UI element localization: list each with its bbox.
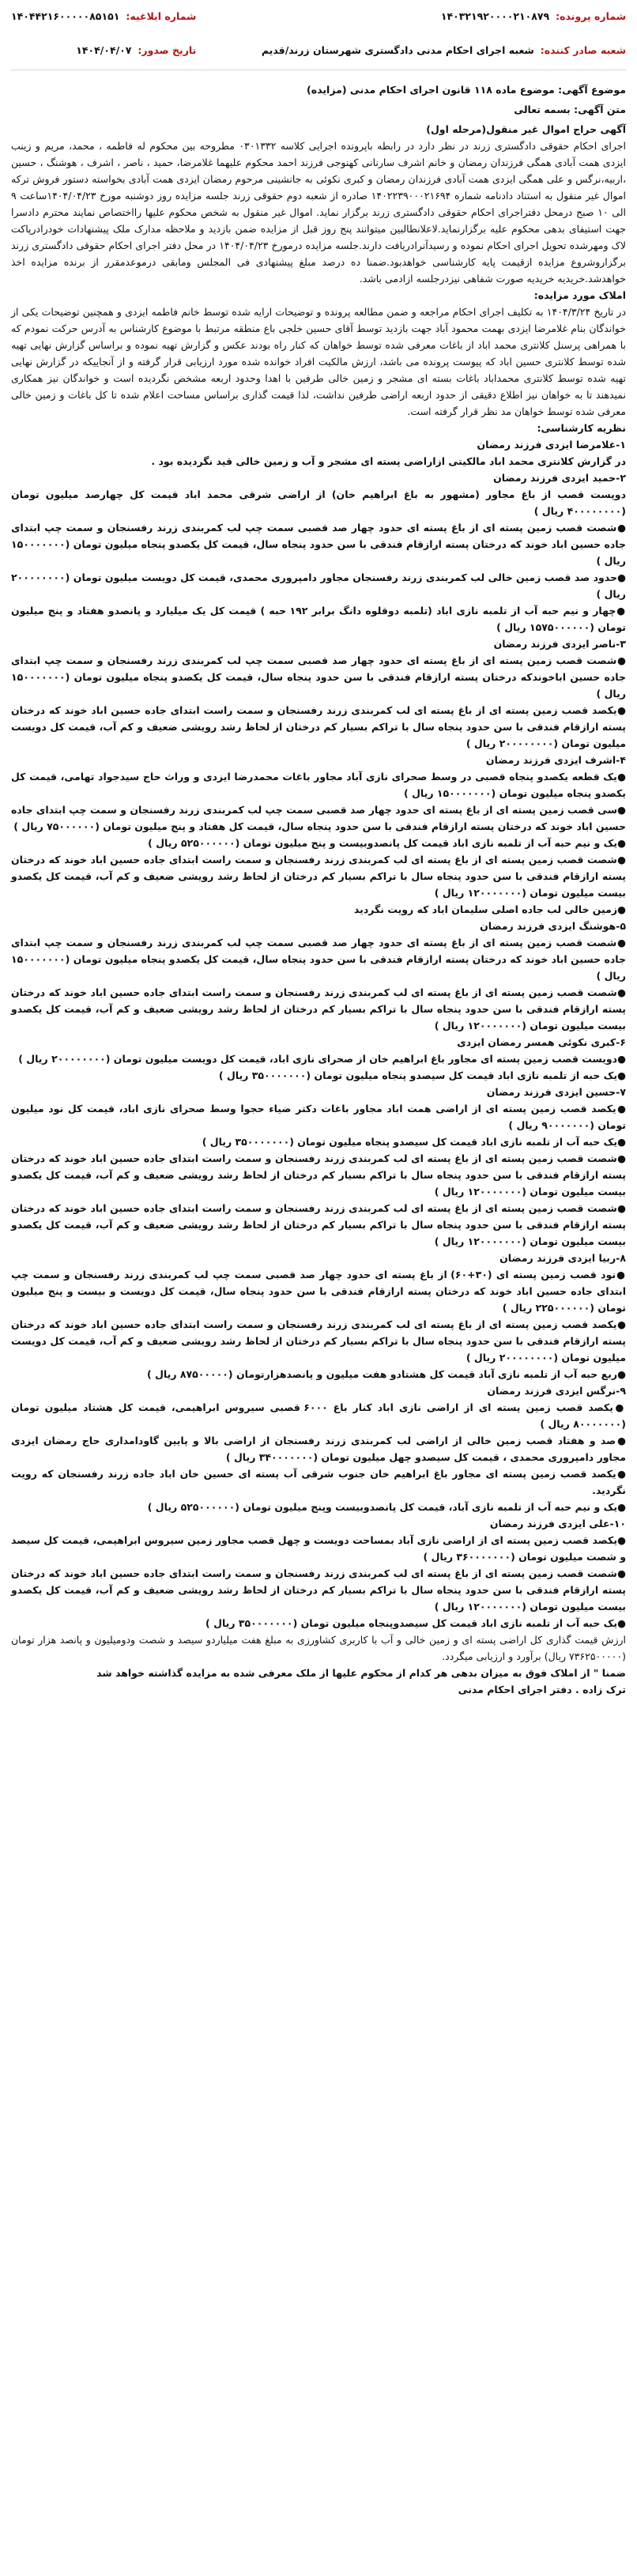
section-heading: ۲-حمید ایزدی فرزند رمضان — [493, 472, 626, 484]
file-number-label: شماره پرونده: — [556, 10, 626, 22]
notice-opening: بسمه تعالی — [514, 104, 571, 115]
subject-line — [11, 81, 626, 98]
case-number-value: ۱۴۰۴۴۲۱۶۰۰۰۰۰۸۵۱۵۱ — [11, 10, 120, 22]
section-item: ●شصت قصب زمین پسته ای از باغ پسته ای لب کمربندی زرند رفسنجان و سمت راست ابتدای جاده حسین اباد خوند که درختان پسته ارازقام فندقی با سن حدود پنجاه سال با تراکم بسیار کم درختان از لحاظ رشد رویشی ضعیف و کم آب، قیمت کل یکصدو بیست میلیون تومان (۱۲۰۰۰۰۰۰۰ ریال ) — [11, 1567, 626, 1612]
section-item: ●یک حبه آب از تلمبه نازی اباد قیمت کل سیصدوپنجاه میلیون تومان (۳۵۰۰۰۰۰۰۰ ریال ) — [205, 1617, 626, 1629]
notice-text-line — [11, 101, 626, 118]
case-number-label: شماره ابلاغیه: — [126, 10, 197, 22]
section-heading: ۱۰-علی ایزدی فرزند رمضان — [489, 1518, 626, 1529]
notice-paragraph-2: در تاریخ ۱۴۰۴/۳/۲۴ به تکلیف اجرای احکام مراجعه و ضمن مطالعه پرونده و توضیحات ارایه شده توسط خانم فاطمه ایزدی و همچنین توضیحات یکی از خواندگان بنام غلامرضا ایزدی بهمت محمود آباد جهت بازدید توسط آقای حسین خلجی باع منطقه مرتبط با موضوع کارشناس به آدرس حرکت نمودم که با همراهی پرسنل کلانتری محمد اباد از باغات معرفی شده توسط خواهان که کنار راه بودند عکس و گزارش تهیه نموده و براساس گزارش نهایی تهیه شده توسط کلانتری حسین اباد که پیوست پرونده می باشد، ارزش مالکیت افراد خوانده شده مورد ارزیابی قرار گرفته و از آنجاییکه در گزارش نهایی تهیه شده توسط کلانتری محمداباد باغات بسته ای مشجر و زمین خالی طرفین با اهدا وحدود اربعه مشخص نگردیده است و خواندگان نیز همکاری نمیدهند تا به خواهان نیز اطلاع دقیقی از حدود اربعه اراضی طرفین نداشت، لذا قیمت گذاری براساس مساحت اعلام شده تا کل باغات و زمین خالی معرفی شده توسط خواهان مد نظر قرار گرفته است. — [11, 306, 627, 417]
section-heading: ۳-ناصر ایزدی فرزند رمضان — [493, 638, 626, 650]
section-item: ●شصت قصب زمین پسته ای از باغ پسته ای لب کمربندی زرند رفسنجان و سمت راست ابتدای جاده حسین اباد خوند که درختان پسته ارازقام فندقی با سن حدود پنجاه سال با تراکم بسیار کم درختان از لحاظ رشد رویشی ضعیف و کم آب، قیمت کل یکصدو بیست میلیون تومان (۱۲۰۰۰۰۰۰۰ ریال ) — [11, 986, 626, 1032]
property-description-heading: املاک مورد مزایده: — [533, 289, 626, 301]
section-item: در گزارش کلانتری محمد اباد مالکیتی ازاراضی پسته ای مشجر و آب و زمین خالی قید نگردیده بود . — [151, 455, 626, 467]
signature-line: ترک زاده . دفتر اجرای احکام مدنی — [458, 1684, 626, 1695]
subject-text: موضوع ماده ۱۱۸ قانون اجرای احکام مدنی (مزایده) — [307, 84, 555, 96]
section-heading: ۷-حسین ایزدی فرزند رمضان — [486, 1086, 626, 1098]
section-heading: ۱-غلامرضا ایزدی فرزند رمضان — [477, 439, 626, 451]
section-item: ●دویست قصب زمین پسته ای مجاور باغ ابراهیم خان از صحرای نازی اباد، قیمت کل دویست میلیون تومان (۲۰۰۰۰۰۰۰۰ ریال ) — [18, 1053, 626, 1065]
section-item: ●سی قصب زمین پسته ای از باغ پسته ای حدود چهار صد قصبی سمت چپ لب کمربندی زرند رفسنجان و سمت چپ ابتدای جاده حسین اباد خوند که درختان پسته ارازقام فندقی با سن حدود پنجاه سال، قیمت کل هفتاد و پنج میلیون تومان (۷۵۰۰۰۰۰۰ ریال ) — [11, 804, 626, 832]
sender-date-row — [262, 42, 626, 58]
section-item: ●یک قطعه یکصدو پنجاه قصبی در وسط صحرای نازی آباد مجاور باغات محمدرضا ایزدی و وراث حاج سیدجواد تهامی، قیمت کل یکصدو پنجاه میلیون تومان (۱۵۰۰۰۰۰۰۰ ریال ) — [11, 771, 626, 799]
notice-title: آگهی حراج اموال غیر منقول(مرحله اول) — [426, 123, 626, 135]
section-heading: ۹-نرگس ایزدی فرزند رمضان — [487, 1385, 626, 1397]
notice-body — [11, 121, 626, 1698]
section-item: ●حدود صد قصب زمین خالی لب کمربندی زرند رفسنجان مجاور دامپروری محمدی، قیمت کل دویست میلیون تومان (۲۰۰۰۰۰۰۰۰ ریال ) — [11, 571, 626, 600]
sender-date-value: شعبه اجرای احکام مدنی دادگستری شهرستان زرند/قدیم — [261, 44, 534, 56]
section-item: ●یک حبه از تلمبه نازی اباد قیمت کل سیصدو پنجاه میلیون تومان (۳۵۰۰۰۰۰۰۰ ریال ) — [218, 1069, 626, 1081]
section-item: ●یکصد قصب زمین پسته ای مجاور باغ ابراهیم خان جنوب شرقی آب پسته ای حسین خان اباد جاده زرند رفسنجان که رویت نگردید. — [11, 1468, 626, 1496]
section-item: ●نود قصب زمین پسته ای (۳۰+۶۰) از باغ پسته ای حدود چهار صد قصبی سمت چپ لب کمربندی زرند رفسنجان و سمت چپ ابتدای جاده حسین اباد خوند که درختان پسته ارازقام فندقی با سن حدود پنجاه سال، قیمت کل دویست و بیست و پنج میلیون تومان (۲۲۵۰۰۰۰۰۰ ریال ) — [11, 1269, 627, 1314]
section-item: ●شصت قصب زمین پسته ای از باغ پسته ای لب کمربندی زرند رفسنجان و سمت راست ابتدای جاده حسین اباد خوند که درختان پسته ارازقام فندقی با سن حدود پنجاه سال با تراکم بسیار کم درختان از لحاظ رشد رویشی ضعیف و کم آب، قیمت کل یکصدو بیست میلیون تومان (۱۲۰۰۰۰۰۰۰ ریال ) — [11, 1152, 626, 1197]
case-number-row — [11, 8, 196, 25]
section-item: ●یکصد قصب زمین پسته ای از اراضی همت اباد مجاور باغات دکتر ضیاء حجوا وسط صحرای نازی اباد، قیمت کل نود میلیون تومان (۹۰۰۰۰۰۰۰ ریال ) — [11, 1103, 626, 1131]
issuing-branch-label: تاریخ صدور: — [138, 44, 197, 56]
section-item: ●یکصد قصب زمین پسته ای از باغ پسته ای لب کمربندی زرند رفسنجان و سمت راست ابتدای جاده حسین اباد خوند که درختان پسته ارازقام فندقی با سن حدود پنجاه سال با تراکم بسیار کم درختان از لحاظ رشد رویشی ضعیف و کم آب، قیمت کل دویست میلیون تومان (۲۰۰۰۰۰۰۰۰ ریال ) — [11, 1318, 626, 1363]
section-item: ●یک و نیم حبه آب از تلمبه نازی اباد قیمت کل پانصدوبیست و پنج میلیون تومان (۵۲۵۰۰۰۰۰۰ ریال ) — [148, 837, 626, 849]
section-heading: ۵-هوشنگ ایزدی فرزند رمضان — [480, 920, 626, 932]
notice-paragraph-1: اجرای احکام حقوقی دادگستری زرند در نظر دارد در رابطه باپرونده اجرایی کلاسه ۰۳۰۱۳۳۲ مطروحه بین محکوم له فاطمه ، محمد، مریم و زینب ایزدی همت آبادی همگی فرزندان رمضان و خانم اشرف سارنانی کهنوجی فرزند احمد محکوم علیهما غلامرضا، حمید ، ناصر ، اشرف ، هوشنگ ، حسین ،اربیه،نرگس و علی همگی ایزدی همت آبادی فرزندان رمضان و کبری نکوئی به جانشینی مرحوم رمضان ایزدی همت آبادی بخواسته دستور فروش ترکه اموال غیر منقول به استناد دادنامه شماره ۱۴۰۲۲۳۹۰۰۰۲۱۶۹۴ صادره از شعبه دوم حقوقی زرند جلسه مزایده روز دوشنبه مورخ ۱۴۰۴/۰۴/۲۳ساعت ۹ الی ۱۰ صبح درمحل دفتراجرای احکام حقوقی دادگستری زرند برگزار نماید. اموال غیر منقول به شخص محکوم علیها رااختصاص نمایند محترم دادسرا جهت استیفای بدهی محکوم علیه برگزارنماید.لاعلانطالبین میتوانند پنج روز قبل از مزایده ضمن بازدید و ملاحظه مدارک ملک پیشنهادات خودرادرپاکت لاک ومهرشده تحویل اجرای احکام نموده و رسیدآنرادریافت دارند.جلسه مزایده درمورخ ۱۴۰۴/۰۴/۲۳ در محل دفتر اجرای احکام حقوقی دادگستری زرند برگزاروشروع مزایده ازقیمت پایه کارشناسی خواهدبود.ضمنا ده درصد مبلغ پیشنهادی فی المجلس ومابقی درموعدمقرر از برنده مزایده اخذ خواهدشد.خریدیه خریدیه صورت شفاهی نیزدرجلسه ازادمی باشد. — [11, 140, 626, 285]
section-item: ●شصت قصب زمین پسته ای از باغ پسته ای حدود چهار صد قصبی سمت چپ لب کمربندی زرند رفسنجان و سمت چپ ابتدای جاده حسین اباد خوند که درختان پسته ارازقام فندقی با سن حدود پنجاه سال، قیمت کل یکصدو پنجاه میلیون تومان (۱۵۰۰۰۰۰۰۰ ریال ) — [11, 937, 626, 982]
issuing-branch-row — [11, 42, 196, 58]
section-heading: ۶-کبری نکوئی همسر رمضان ایزدی — [457, 1036, 626, 1048]
section-item: ●شصت قصب زمین پسته ای از باغ پسته ای حدود چهار صد قصبی سمت چپ لب کمربندی زرند رفسنجان و سمت چپ ابتدای جاده حسین اباخوندکه درختان پسته ارازقام فندقی با سن حدود پنجاه سال، قیمت کل یکصدو پنجاه میلیون تومان (۱۵۰۰۰۰۰۰۰ ریال ) — [11, 654, 626, 700]
file-number-value: ۱۴۰۳۲۱۹۲۰۰۰۰۲۱۰۸۷۹ — [440, 10, 550, 22]
section-heading: ۸-ربیا ایزدی فرزند رمضان — [499, 1252, 626, 1264]
section-item: ●یکصد قصب زمین پسته ای از اراضی نازی آباد بمساحت دویست و چهل قصب مجاور زمین سیروس ابراهیمی، قیمت کل سیصد و شصت میلیون تومان (۳۶۰۰۰۰۰۰۰ ریال ) — [11, 1534, 626, 1563]
section-item: ●یکصد قصب زمین پسته ای از اراضی نازی اباد کنار باغ ۶۰۰۰ قصبی سیروس ابراهیمی، قیمت کل هشتاد میلیون تومان (۸۰۰۰۰۰۰۰ ریال ) — [11, 1401, 626, 1430]
file-number-row — [262, 8, 626, 25]
subject-label: موضوع آگهی: — [558, 84, 626, 96]
section-item: ●شصت قصب زمین پسته ای از باغ پسته ای لب کمربندی زرند رفسنجان و سمت راست ابتدای جاده حسین اباد خوند که درختان پسته ارازقام فندقی با سن حدود پنجاه سال با تراکم بسیار کم درختان از لحاظ رشد رویشی ضعیف و کم آب، قیمت کل یکصدو بیست میلیون تومان (۱۲۰۰۰۰۰۰۰ ریال ) — [11, 854, 626, 899]
section-item: ●ربع حبه آب از تلمبه نازی آباد قیمت کل هشتادو هفت میلیون و پانصدهزارتومان (۸۷۵۰۰۰۰۰ ریال ) — [147, 1368, 626, 1380]
header-right-column — [262, 8, 626, 58]
section-item: دوپست قصب از باغ مجاور (مشهور به باغ ابراهیم خان) از اراضی شرقی محمد اباد قیمت کل چهارصد میلیون تومان (۴۰۰۰۰۰۰۰۰ ریال ) — [11, 488, 626, 517]
section-item: ●شصت قصب زمین پسته ای از باغ پسته ای لب کمربندی زرند رفسنجان و سمت راست ابتدای جاده حسین اباد خوند که درختان پسته ارازقام فندقی با سن حدود پنجاه سال با تراکم بسیار کم درختان از لحاظ رشد رویشی ضعیف و کم آب، قیمت کل یکصدو بیست میلیون تومان (۱۲۰۰۰۰۰۰۰ ریال ) — [11, 1202, 626, 1247]
total-value-paragraph: ارزش قیمت گذاری کل اراضی پسته ای و زمین خالی و آب با کاربری کشاورزی به مبلغ هفت میلیاردو سیصد و شصت ودومیلیون و پانصد هزار تومان (۷۳۶۲۵۰۰۰۰۰ ریال) برآورد و ارزیابی میگردد. — [11, 1634, 626, 1662]
notice-text-label: متن آگهی: — [574, 104, 626, 115]
section-item: ●یک و نیم حبه آب از تلمبه نازی آباد، قیمت کل پانصدوبیست وپنج میلیون تومان (۵۲۵۰۰۰۰۰۰ ریال ) — [147, 1501, 626, 1513]
section-item: ●یکصد قصب زمین پسته ای از باغ پسته ای لب کمربندی زرند رفسنجان و سمت راست ابتدای جاده حسین اباد خوند که درختان پسته ارازقام فندقی با سن حدود پنجاه سال با تراکم بسیار کم درختان از لحاظ رشد رویشی ضعیف و کم آب، قیمت کل دویست میلیون تومان (۲۰۰۰۰۰۰۰۰ ریال ) — [11, 704, 626, 749]
sender-date-label: شعبه صادر کننده: — [540, 44, 626, 56]
section-heading: ۴-اشرف ایزدی فرزند رمضان — [485, 754, 626, 766]
section-item: ●زمین خالی لب جاده اصلی سلیمان اباد که رویت نگردید — [353, 903, 626, 915]
closing-line: ضمنا " از املاک فوق به میزان بدهی هر کدام از محکوم علیها از ملک معرفی شده به مزایده گذاشته خواهد شد — [96, 1667, 626, 1679]
section-item: ●یک حبه آب از تلمبه نازی اباد قیمت کل سیصدو پنجاه میلیون تومان (۳۵۰۰۰۰۰۰۰ ریال ) — [202, 1136, 626, 1148]
header-left-column — [11, 8, 196, 58]
expert-opinion-heading: نظریه کارشناسی: — [537, 422, 626, 434]
section-item: ●شصت قصب زمین پسته ای از باغ پسته ای حدود چهار صد قصبی سمت چپ لب کمربندی زرند رفسنجان و سمت چپ ابتدای جاده حسین اباد خوند که درختان پسته ارازقام فندقی با سن حدود پنجاه سال، قیمت کل یکصدو پنجاه میلیون تومان (۱۵۰۰۰۰۰۰۰ ریال ) — [11, 522, 626, 567]
section-item: ●صد و هفتاد قصب زمین خالی از اراضی لب کمربندی زرند رفسنجان از اراضی بالا و پایین گاودامداری حاج رمضان ایزدی مجاور دامپروری محمدی ، قیمت کل سیصدو چهل میلیون تومان (۳۴۰۰۰۰۰۰۰ ریال ) — [11, 1435, 626, 1463]
issuing-branch-value: ۱۴۰۴/۰۴/۰۷ — [76, 44, 132, 56]
section-item: ●چهار و نیم حبه آب از تلمبه نازی اباد (تلمبه دوقلوه دانگ برابر ۱۹۲ حبه ) قیمت کل یک میلیارد و پانصدو هفتاد و پنج میلیون تومان (۱۵۷۵۰۰۰۰۰۰ ریال ) — [11, 605, 626, 633]
document-header — [11, 8, 626, 58]
